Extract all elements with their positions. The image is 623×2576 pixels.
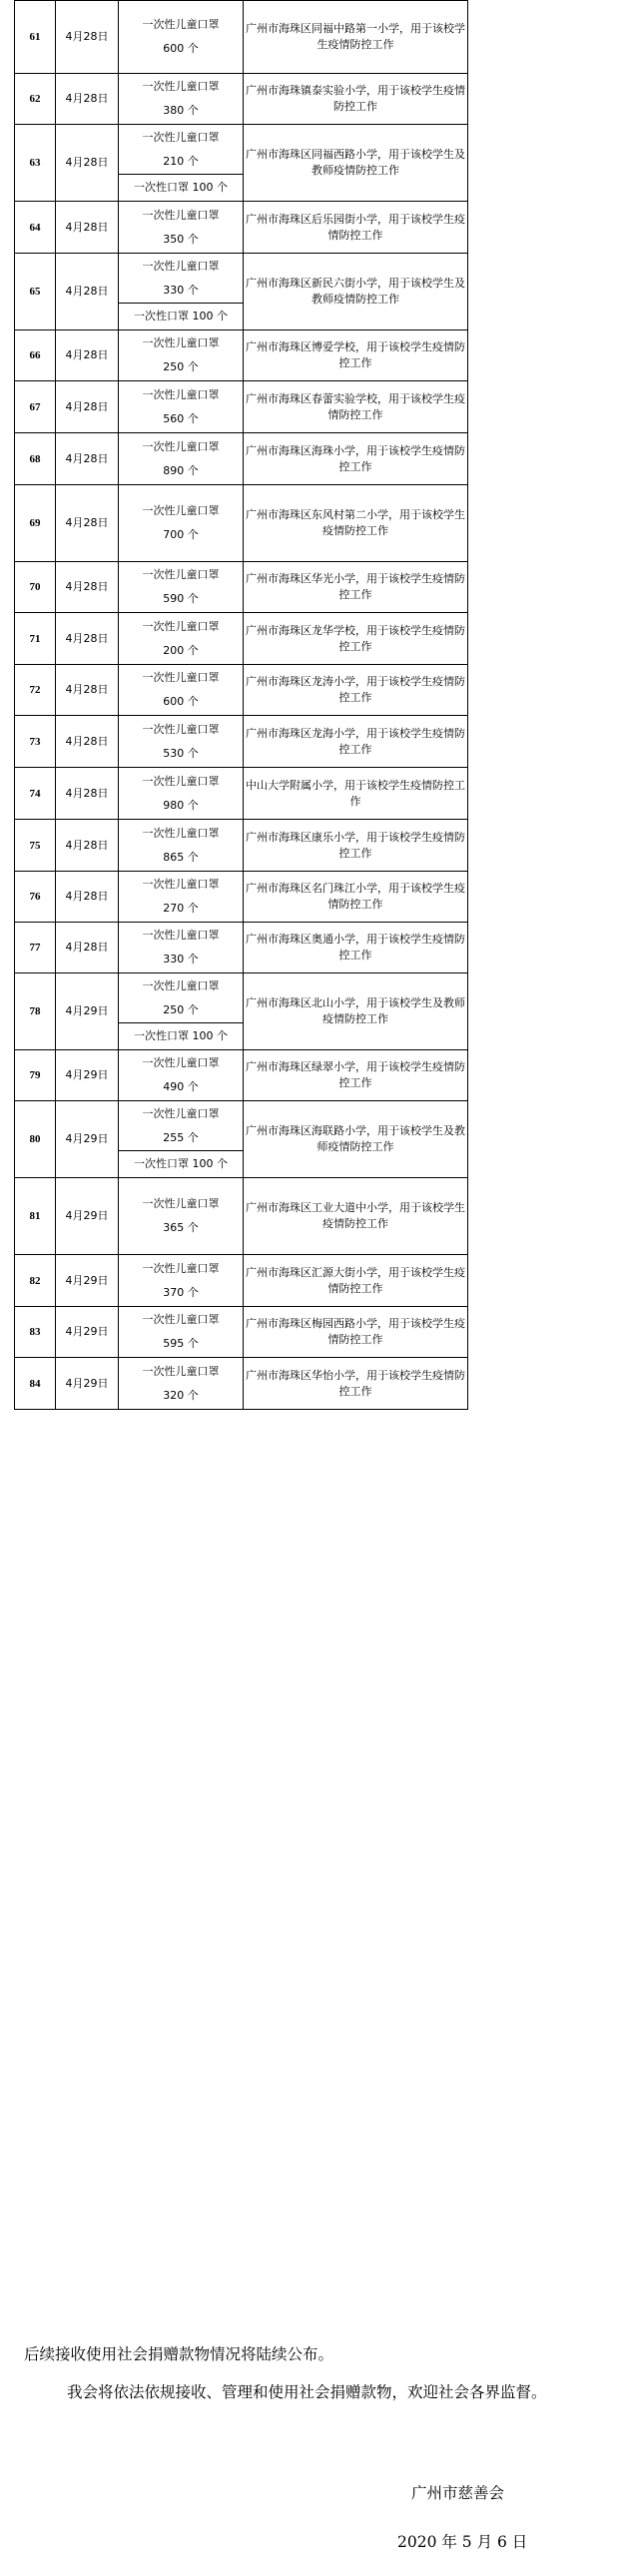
row-number: 75: [15, 820, 56, 872]
row-date: 4月28日: [56, 665, 119, 716]
row-number: 61: [15, 1, 56, 74]
item-quantity: 330 个: [163, 953, 199, 966]
item-quantity: 255 个: [163, 1130, 199, 1144]
row-date: 4月28日: [56, 613, 119, 665]
row-purpose: 广州市海珠区康乐小学，用于该校学生疫情防控工作: [244, 820, 468, 872]
row-item-extra: 一次性口罩 100 个: [119, 304, 244, 330]
row-purpose: 广州市海珠区工业大道中小学，用于该校学生疫情防控工作: [244, 1178, 468, 1255]
row-date: 4月28日: [56, 485, 119, 562]
item-name: 一次性儿童口罩: [142, 1313, 220, 1326]
row-number: 71: [15, 613, 56, 665]
row-item: [119, 872, 244, 923]
table-row: [15, 973, 468, 1023]
item-quantity: 595 个: [163, 1337, 199, 1350]
row-date: 4月29日: [56, 1307, 119, 1358]
row-item: [119, 1, 244, 74]
item-name: 一次性儿童口罩: [142, 878, 220, 891]
item-quantity: 700 个: [163, 528, 199, 541]
item-quantity: 365 个: [163, 1221, 199, 1234]
item-name: 一次性儿童口罩: [142, 1197, 220, 1210]
signature-date: 2020 年 5 月 6 日: [397, 2533, 528, 2551]
table-row: [15, 613, 468, 665]
row-number: 72: [15, 665, 56, 716]
row-date: 4月29日: [56, 973, 119, 1050]
row-date: 4月28日: [56, 872, 119, 923]
row-date: 4月28日: [56, 1, 119, 74]
row-purpose: 广州市海珠区同福西路小学，用于该校学生及教师疫情防控工作: [244, 125, 468, 202]
row-item: [119, 820, 244, 872]
row-item: [119, 1178, 244, 1255]
row-purpose: 广州市海珠区绿翠小学，用于该校学生疫情防控工作: [244, 1050, 468, 1101]
item-name: 一次性儿童口罩: [142, 387, 220, 401]
item-quantity: 250 个: [163, 1002, 199, 1016]
row-item: [119, 1255, 244, 1307]
row-purpose: 广州市海珠区龙海小学，用于该校学生疫情防控工作: [244, 716, 468, 768]
item-name: 一次性儿童口罩: [142, 722, 220, 736]
row-number: 82: [15, 1255, 56, 1307]
row-item: [119, 923, 244, 973]
row-date: 4月28日: [56, 381, 119, 433]
row-date: 4月28日: [56, 820, 119, 872]
table-row: [15, 768, 468, 820]
item-quantity: 250 个: [163, 360, 199, 373]
row-number: 69: [15, 485, 56, 562]
row-purpose: 广州市海珠区海联路小学，用于该校学生及教师疫情防控工作: [244, 1101, 468, 1178]
item-quantity: 600 个: [163, 42, 199, 55]
donation-table-body: [15, 1, 468, 1410]
row-number: 68: [15, 433, 56, 485]
row-purpose: 广州市海珠区海珠小学，用于该校学生疫情防控工作: [244, 433, 468, 485]
row-date: 4月28日: [56, 923, 119, 973]
item-quantity: 890 个: [163, 463, 199, 477]
item-quantity: 380 个: [163, 104, 199, 117]
row-number: 78: [15, 973, 56, 1050]
item-quantity: 320 个: [163, 1388, 199, 1402]
row-purpose: 广州市海珠区名门珠江小学，用于该校学生疫情防控工作: [244, 872, 468, 923]
row-purpose: 广州市海珠区同福中路第一小学，用于该校学生疫情防控工作: [244, 1, 468, 74]
item-quantity: 200 个: [163, 643, 199, 657]
row-item-extra: 一次性口罩 100 个: [119, 175, 244, 202]
row-item: [119, 973, 244, 1023]
table-row: [15, 485, 468, 562]
table-row: [15, 872, 468, 923]
row-date: 4月28日: [56, 125, 119, 202]
row-item-extra: 一次性口罩 100 个: [119, 1023, 244, 1050]
row-number: 79: [15, 1050, 56, 1101]
row-purpose: 中山大学附属小学，用于该校学生疫情防控工作: [244, 768, 468, 820]
item-quantity: 370 个: [163, 1285, 199, 1299]
item-name: 一次性儿童口罩: [142, 130, 220, 144]
table-row: [15, 923, 468, 973]
row-date: 4月28日: [56, 768, 119, 820]
row-item-extra: 一次性口罩 100 个: [119, 1151, 244, 1178]
row-date: 4月28日: [56, 330, 119, 381]
row-number: 81: [15, 1178, 56, 1255]
table-row: [15, 125, 468, 175]
item-quantity: 530 个: [163, 746, 199, 760]
row-purpose: 广州市海珠镇泰实验小学，用于该校学生疫情防控工作: [244, 74, 468, 125]
table-row: [15, 665, 468, 716]
table-row: [15, 202, 468, 254]
row-date: 4月29日: [56, 1255, 119, 1307]
item-name: 一次性儿童口罩: [142, 1056, 220, 1069]
table-row: [15, 1, 468, 74]
row-number: 63: [15, 125, 56, 202]
item-name: 一次性儿童口罩: [142, 259, 220, 273]
item-name: 一次性儿童口罩: [142, 504, 220, 517]
item-quantity: 490 个: [163, 1080, 199, 1093]
row-date: 4月29日: [56, 1050, 119, 1101]
row-item: [119, 665, 244, 716]
row-item: [119, 74, 244, 125]
row-item: [119, 381, 244, 433]
item-name: 一次性儿童口罩: [142, 826, 220, 840]
row-number: 77: [15, 923, 56, 973]
row-item: [119, 254, 244, 304]
row-date: 4月28日: [56, 716, 119, 768]
row-number: 70: [15, 562, 56, 613]
row-number: 73: [15, 716, 56, 768]
table-row: [15, 381, 468, 433]
item-quantity: 560 个: [163, 411, 199, 425]
item-name: 一次性儿童口罩: [142, 568, 220, 581]
row-number: 67: [15, 381, 56, 433]
row-date: 4月28日: [56, 433, 119, 485]
row-number: 64: [15, 202, 56, 254]
row-item: [119, 485, 244, 562]
row-date: 4月29日: [56, 1358, 119, 1410]
row-purpose: 广州市海珠区博爱学校，用于该校学生疫情防控工作: [244, 330, 468, 381]
row-number: 76: [15, 872, 56, 923]
row-purpose: 广州市海珠区后乐园街小学，用于该校学生疫情防控工作: [244, 202, 468, 254]
row-item: [119, 433, 244, 485]
row-item: [119, 1307, 244, 1358]
table-row: [15, 1178, 468, 1255]
row-number: 65: [15, 254, 56, 330]
row-purpose: 广州市海珠区汇源大街小学，用于该校学生疫情防控工作: [244, 1255, 468, 1307]
item-name: 一次性儿童口罩: [142, 208, 220, 222]
item-quantity: 330 个: [163, 283, 199, 297]
row-number: 66: [15, 330, 56, 381]
row-number: 62: [15, 74, 56, 125]
table-row: [15, 716, 468, 768]
row-purpose: 广州市海珠区龙涛小学，用于该校学生疫情防控工作: [244, 665, 468, 716]
item-quantity: 865 个: [163, 850, 199, 864]
row-purpose: 广州市海珠区华怡小学，用于该校学生疫情防控工作: [244, 1358, 468, 1410]
row-number: 83: [15, 1307, 56, 1358]
table-row: [15, 1101, 468, 1151]
table-row: [15, 1307, 468, 1358]
item-quantity: 210 个: [163, 154, 199, 168]
item-name: 一次性儿童口罩: [142, 336, 220, 349]
row-item: [119, 202, 244, 254]
item-name: 一次性儿童口罩: [142, 671, 220, 684]
row-purpose: 广州市海珠区新民六街小学，用于该校学生及教师疫情防控工作: [244, 254, 468, 330]
note-follow-up: 后续接收使用社会捐赠款物情况将陆续公布。: [24, 2345, 334, 2363]
row-item: [119, 768, 244, 820]
row-date: 4月28日: [56, 254, 119, 330]
row-number: 80: [15, 1101, 56, 1178]
item-name: 一次性儿童口罩: [142, 1261, 220, 1275]
row-item: [119, 330, 244, 381]
item-name: 一次性儿童口罩: [142, 619, 220, 633]
item-quantity: 980 个: [163, 798, 199, 812]
table-row: [15, 1050, 468, 1101]
item-quantity: 350 个: [163, 232, 199, 246]
table-row: [15, 820, 468, 872]
table-row: [15, 562, 468, 613]
row-purpose: 广州市海珠区龙华学校，用于该校学生疫情防控工作: [244, 613, 468, 665]
table-row: [15, 1255, 468, 1307]
row-date: 4月28日: [56, 562, 119, 613]
item-name: 一次性儿童口罩: [142, 439, 220, 453]
table-row: [15, 330, 468, 381]
table-row: [15, 254, 468, 304]
item-quantity: 590 个: [163, 592, 199, 605]
row-date: 4月29日: [56, 1178, 119, 1255]
row-item: [119, 1050, 244, 1101]
table-row: [15, 433, 468, 485]
row-date: 4月29日: [56, 1101, 119, 1178]
row-item: [119, 1101, 244, 1151]
row-item: [119, 716, 244, 768]
row-item: [119, 125, 244, 175]
item-quantity: 600 个: [163, 695, 199, 708]
table-row: [15, 74, 468, 125]
signature-org: 广州市慈善会: [411, 2484, 505, 2502]
item-quantity: 270 个: [163, 902, 199, 915]
row-item: [119, 1358, 244, 1410]
item-name: 一次性儿童口罩: [142, 774, 220, 788]
item-name: 一次性儿童口罩: [142, 1364, 220, 1378]
item-name: 一次性儿童口罩: [142, 929, 220, 942]
row-number: 84: [15, 1358, 56, 1410]
donation-table: [14, 0, 468, 1410]
row-number: 74: [15, 768, 56, 820]
row-purpose: 广州市海珠区东风村第二小学，用于该校学生疫情防控工作: [244, 485, 468, 562]
row-purpose: 广州市海珠区奥通小学，用于该校学生疫情防控工作: [244, 923, 468, 973]
item-name: 一次性儿童口罩: [142, 1106, 220, 1120]
row-date: 4月28日: [56, 74, 119, 125]
item-name: 一次性儿童口罩: [142, 978, 220, 992]
note-supervision: 我会将依法依规接收、管理和使用社会捐赠款物，欢迎社会各界监督。: [67, 2383, 547, 2401]
row-purpose: 广州市海珠区春蕾实验学校，用于该校学生疫情防控工作: [244, 381, 468, 433]
item-name: 一次性儿童口罩: [142, 80, 220, 93]
row-purpose: 广州市海珠区北山小学，用于该校学生及教师疫情防控工作: [244, 973, 468, 1050]
row-purpose: 广州市海珠区华光小学，用于该校学生疫情防控工作: [244, 562, 468, 613]
item-name: 一次性儿童口罩: [142, 18, 220, 31]
row-date: 4月28日: [56, 202, 119, 254]
table-row: [15, 1358, 468, 1410]
row-item: [119, 562, 244, 613]
row-item: [119, 613, 244, 665]
row-purpose: 广州市海珠区梅园西路小学，用于该校学生疫情防控工作: [244, 1307, 468, 1358]
